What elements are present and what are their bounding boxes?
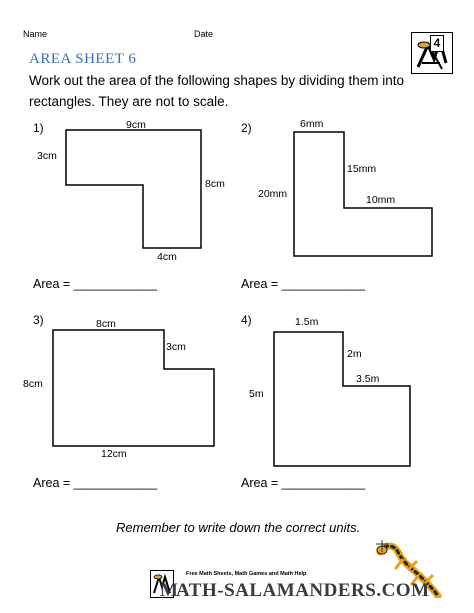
instructions-line-2: rectangles. They are not to scale. [29,94,229,109]
shape-2-outline [294,132,432,256]
problem-2-left-label: 20mm [258,188,288,200]
date-label: Date [194,29,214,39]
problem-2-top-label: 6mm [300,118,324,130]
problem-3-answer[interactable]: Area = ____________ [33,476,158,490]
problem-3-bottom-label: 12cm [101,448,127,460]
problem-2-inner-vertical-label: 15mm [347,163,377,175]
units-reminder: Remember to write down the correct units. [116,520,361,535]
problem-2-inner-horizontal-label: 10mm [366,194,396,206]
problem-4-inner-horizontal-label: 3.5m [356,373,380,385]
footer-tagline: Free Math Sheets, Math Games and Math Help [186,571,307,577]
footer-brand-initial: M [160,580,179,601]
instructions-line-1: Work out the area of the following shapes by dividing them into [29,73,404,88]
problem-1-right-label: 8cm [205,178,225,190]
problem-3-inner-vertical-label: 3cm [166,341,186,353]
problem-4-inner-vertical-label: 2m [347,348,362,360]
shape-4-outline [274,332,410,466]
problem-3-top-label: 8cm [96,318,116,330]
problem-1-number: 1) [33,121,44,135]
problem-4-top-label: 1.5m [295,316,319,328]
grade-badge-icon: 4 [430,35,444,52]
name-label: Name [23,29,48,39]
page-title: AREA SHEET 6 [29,51,137,67]
shape-1-outline [66,130,201,248]
problem-4-answer[interactable]: Area = ____________ [241,476,366,490]
problem-4-number: 4) [241,313,252,327]
problem-4-left-label: 5m [249,388,264,400]
problem-2-answer[interactable]: Area = ____________ [241,277,366,291]
problem-1-left-label: 3cm [37,150,57,162]
problem-1-answer[interactable]: Area = ____________ [33,277,158,291]
problem-3-left-label: 8cm [23,378,43,390]
problem-1-bottom-label: 4cm [157,251,177,263]
problem-1-top-label: 9cm [126,119,146,131]
shape-3-outline [53,330,214,446]
problem-3-number: 3) [33,313,44,327]
problem-2-number: 2) [241,121,252,135]
footer-brand[interactable]: ATH-SALAMANDERS.COM [176,580,430,601]
